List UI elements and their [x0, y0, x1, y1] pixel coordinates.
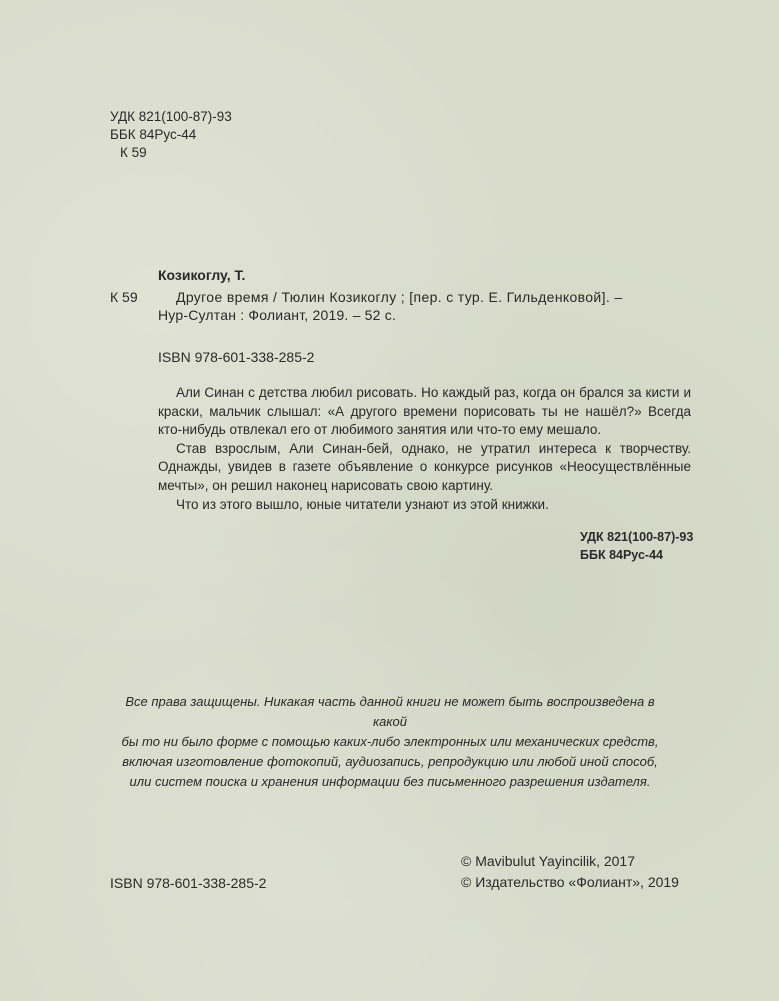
annotation [158, 384, 691, 514]
rights-line-1: Все права защищены. Никакая часть данной книги не может быть воспроизведена в какой [125, 694, 655, 729]
bbk-code: ББК 84Рус-44 [110, 127, 197, 142]
catalog-publication-line: Нур-Султан : Фолиант, 2019. – 52 с. [158, 307, 397, 323]
copyright-line-1: © Mavibulut Yayincilik, 2017 [461, 853, 635, 869]
isbn-bottom: ISBN 978-601-338-285-2 [110, 875, 267, 891]
catalog-title-line: Другое время / Тюлин Козикоглу ; [пер. с тур. Е. Гильденковой]. – [176, 289, 623, 305]
annotation-paragraph-2: Став взрослым, Али Синан-бей, однако, не утратил интереса к творчеству. Однажды, увидев в газете объявление о конкурсе рисунков «Неосуществлённые мечты», он решил наконец нарисовать свою картину. [158, 440, 691, 493]
author-mark: К 59 [120, 145, 147, 160]
copyright-block [461, 851, 679, 893]
copyright-line-2: © Издательство «Фолиант», 2019 [461, 874, 679, 890]
bbk-code-right: ББК 84Рус-44 [580, 548, 663, 562]
annotation-paragraph-1: Али Синан с детства любил рисовать. Но каждый раз, когда он брался за кисти и краски, мальчик слышал: «А другого времени порисовать ты не нашёл?» Всегда кто-нибудь отвлекал его от любимого занятия или что-то ему мешало. [158, 385, 691, 438]
isbn-main: ISBN 978-601-338-285-2 [158, 349, 315, 365]
rights-line-4: или систем поиска и хранения информации без письменного разрешения издателя. [129, 774, 651, 789]
udk-code: УДК 821(100-87)-93 [110, 109, 232, 124]
rights-line-3: включая изготовление фотокопий, аудиозапись, репродукцию или любой иной способ, [122, 754, 658, 769]
classification-block-right [580, 528, 693, 564]
rights-line-2: бы то ни было форме с помощью каких-либо электронных или механических средств, [121, 734, 659, 749]
rights-notice [110, 692, 670, 792]
annotation-paragraph-3: Что из этого вышло, юные читатели узнают из этой книжки. [176, 496, 549, 512]
classification-block-top [110, 108, 232, 162]
catalog-author: Козикоглу, Т. [158, 267, 246, 283]
catalog-author-mark: К 59 [110, 289, 138, 305]
udk-code-right: УДК 821(100-87)-93 [580, 530, 694, 544]
